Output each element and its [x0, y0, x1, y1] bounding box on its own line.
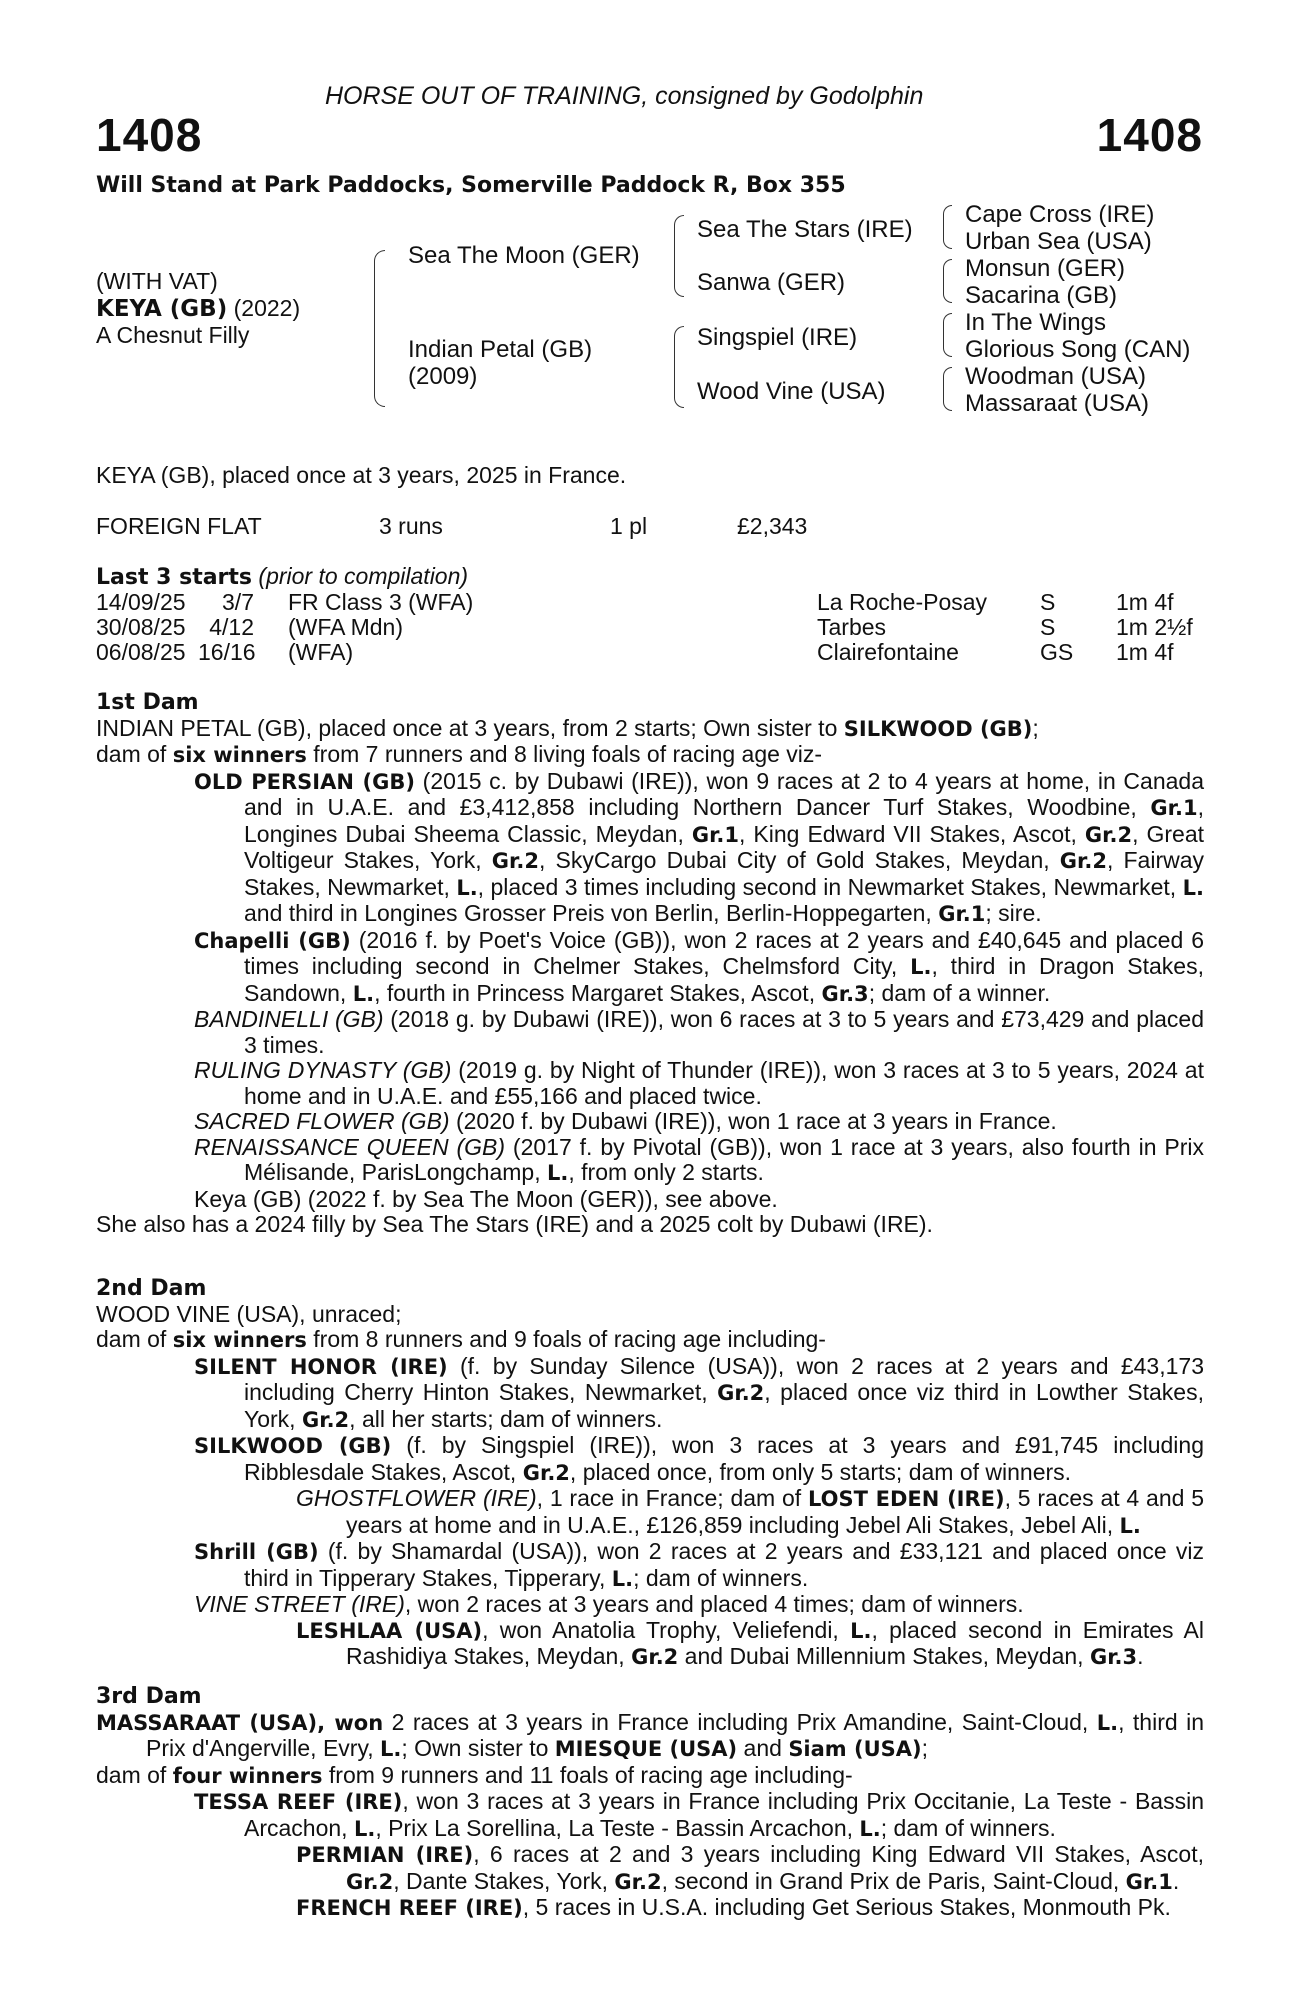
third-dam-heading: 3rd Dam [96, 1684, 202, 1709]
second-dam-heading: 2nd Dam [96, 1276, 207, 1301]
produce-leshlaa: LESHLAA (USA), won Anatolia Trophy, Veliefendi, L., placed second in Emirates Al Rashidiya Stakes, Meydan, Gr.2 and Dubai Millennium Stakes, Meydan, Gr.3. [296, 1616, 1204, 1669]
start-date: 14/09/25 [96, 589, 186, 615]
pedigree-brace-3b [943, 259, 952, 303]
start-going: S [1040, 589, 1056, 615]
pedigree-brace-3a [943, 205, 952, 249]
last-starts-heading: Last 3 starts (prior to compilation) [96, 563, 469, 590]
third-dam-produce-intro: dam of four winners from 9 runners and 11 foals of racing age including- [96, 1761, 853, 1788]
start-date: 06/08/25 [96, 639, 186, 665]
record-placed: 1 pl [610, 513, 648, 539]
start-distance: 1m 4f [1116, 589, 1174, 615]
pedigree-brace-2a [674, 215, 684, 297]
vat-note: (WITH VAT) [96, 268, 218, 294]
first-dam-produce-intro: dam of six winners from 7 runners and 8 living foals of racing age viz- [96, 741, 823, 767]
produce-renaissance-queen: RENAISSANCE QUEEN (GB) (2017 f. by Pivotal (GB)), won 1 race at 3 years, also fourth in Prix Mélisande, ParisLongchamp, L., from only 2 starts. [194, 1133, 1204, 1185]
produce-ruling-dynasty: RULING DYNASTY (GB) (2019 g. by Night of Thunder (IRE)), won 3 races at 3 to 5 years, 2024 at home and in U.A.E. and £55,166 and placed twice. [194, 1057, 1204, 1109]
start-course: Clairefontaine [817, 639, 959, 665]
record-label: FOREIGN FLAT [96, 513, 262, 539]
start-date: 30/08/25 [96, 614, 186, 640]
pedigree-brace-2b [674, 326, 684, 408]
produce-ghostflower: GHOSTFLOWER (IRE), 1 race in France; dam of LOST EDEN (IRE), 5 races at 4 and 5 years at home and in U.A.E., £126,859 including Jebel Ali Stakes, Jebel Ali, L. [296, 1485, 1204, 1538]
start-distance: 1m 4f [1116, 639, 1174, 665]
race-summary: KEYA (GB), placed once at 3 years, 2025 in France. [96, 462, 627, 488]
produce-vine-street: VINE STREET (IRE), won 2 races at 3 years and placed 4 times; dam of winners. [194, 1591, 1024, 1617]
record-runs: 3 runs [379, 513, 443, 539]
pedigree-gen3-4: Wood Vine (USA) [697, 378, 886, 405]
lot-number-right: 1408 [1096, 109, 1203, 161]
start-distance: 1m 2½f [1116, 614, 1193, 640]
third-dam-intro: MASSARAAT (USA), won 2 races at 3 years in France including Prix Amandine, Saint-Cloud, L., third in Prix d'Angerville, Evry, L.; Own sister to MIESQUE (USA) and Siam (USA); [96, 1708, 1204, 1761]
pedigree-gen4-4: Sacarina (GB) [965, 282, 1118, 309]
pedigree-gen3-2: Sanwa (GER) [697, 269, 846, 296]
pedigree-dam: Indian Petal (GB) [408, 336, 593, 363]
pedigree-gen4-2: Urban Sea (USA) [965, 228, 1152, 255]
pedigree-dam-year: (2009) [408, 363, 478, 390]
start-going: S [1040, 614, 1056, 640]
produce-sacred-flower: SACRED FLOWER (GB) (2020 f. by Dubawi (IRE)), won 1 race at 3 years in France. [194, 1108, 1057, 1134]
first-dam-section [96, 690, 1204, 1238]
pedigree-brace-3c [943, 313, 952, 357]
location-line: Will Stand at Park Paddocks, Somerville Paddock R, Box 355 [96, 173, 846, 198]
third-dam-section [96, 1684, 1204, 1922]
start-going: GS [1040, 639, 1074, 665]
first-dam-heading: 1st Dam [96, 690, 199, 715]
lot-number-left: 1408 [96, 109, 203, 161]
second-dam-intro: WOOD VINE (USA), unraced; [96, 1300, 402, 1327]
produce-tessa-reef: TESSA REEF (IRE), won 3 races at 3 years in France including Prix Occitanie, La Teste - Bassin Arcachon, L., Prix La Sorellina, La Teste - Bassin Arcachon, L.; dam of winners. [194, 1788, 1204, 1841]
start-pos: 3/7 [222, 589, 254, 615]
second-dam-section [96, 1276, 1204, 1671]
start-pos: 16/16 [198, 639, 256, 665]
start-pos: 4/12 [209, 614, 254, 640]
record-earnings: £2,343 [737, 513, 808, 539]
first-dam-also: She also has a 2024 filly by Sea The Stars (IRE) and a 2025 colt by Dubawi (IRE). [96, 1211, 933, 1237]
pedigree-gen4-1: Cape Cross (IRE) [965, 201, 1155, 228]
produce-shrill: Shrill (GB) (f. by Shamardal (USA)), won 2 races at 2 years and £33,121 and placed once viz third in Tipperary Stakes, Tipperary, L.; dam of winners. [194, 1538, 1205, 1591]
pedigree-sire: Sea The Moon (GER) [408, 242, 640, 269]
horse-year: (2022) [227, 295, 301, 321]
first-dam-intro: INDIAN PETAL (GB), placed once at 3 years, from 2 starts; Own sister to SILKWOOD (GB); [96, 714, 1039, 741]
consignment-line: HORSE OUT OF TRAINING, consigned by Godolphin [325, 82, 924, 110]
produce-permian: PERMIAN (IRE), 6 races at 2 and 3 years including King Edward VII Stakes, Ascot, Gr.2, Dante Stakes, York, Gr.2, second in Grand Prix de Paris, Saint-Cloud, Gr.1. [296, 1841, 1205, 1894]
produce-chapelli: Chapelli (GB) (2016 f. by Poet's Voice (GB)), won 2 races at 2 years and £40,645 and placed 6 times including second in Chelmer Stakes, Chelmsford City, L., third in Dragon Stakes, Sandown, L., fourth in Princess Margaret Stakes, Ascot, Gr.3; dam of a winner. [194, 926, 1204, 1006]
start-race: (WFA) [288, 639, 354, 665]
pedigree-gen4-7: Woodman (USA) [965, 363, 1146, 390]
pedigree-brace-1 [374, 250, 385, 407]
second-dam-produce-intro: dam of six winners from 8 runners and 9 foals of racing age including- [96, 1326, 826, 1352]
pedigree-brace-3d [943, 367, 952, 411]
pedigree-gen4-8: Massaraat (USA) [965, 390, 1150, 417]
horse-name-line [96, 297, 300, 321]
produce-old-persian: OLD PERSIAN (GB) (2015 c. by Dubawi (IRE)), won 9 races at 2 to 4 years at home, in Canada and in U.A.E. and £3,412,858 including Northern Dancer Turf Stakes, Woodbine, Gr.1, Longines Dubai Sheema Classic, Meydan, Gr.1, King Edward VII Stakes, Ascot, Gr.2, Great Voltigeur Stakes, York, Gr.2, SkyCargo Dubai City of Gold Stakes, Meydan, Gr.2, Fairway Stakes, Newmarket, L., placed 3 times including second in Newmarket Stakes, Newmarket, L. and third in Longines Grosser Preis von Berlin, Berlin-Hoppegarten, Gr.1; sire. [194, 767, 1205, 926]
start-course: La Roche-Posay [817, 589, 988, 615]
produce-french-reef: FRENCH REEF (IRE), 5 races in U.S.A. including Get Serious Stakes, Monmouth Pk. [296, 1894, 1171, 1920]
start-course: Tarbes [817, 614, 887, 640]
pedigree-gen4-5: In The Wings [965, 309, 1106, 336]
pedigree-gen4-6: Glorious Song (CAN) [965, 336, 1191, 363]
produce-silent-honor: SILENT HONOR (IRE) (f. by Sunday Silence (USA)), won 2 races at 2 years and £43,173 including Cherry Hinton Stakes, Newmarket, Gr.2, placed once viz third in Lowther Stakes, York, Gr.2, all her starts; dam of winners. [194, 1352, 1204, 1432]
pedigree-gen3-1: Sea The Stars (IRE) [697, 216, 913, 243]
start-race: (WFA Mdn) [288, 614, 404, 640]
produce-bandinelli: BANDINELLI (GB) (2018 g. by Dubawi (IRE)), won 6 races at 3 to 5 years and £73,429 and placed 3 times. [194, 1006, 1204, 1058]
horse-description: A Chesnut Filly [96, 322, 250, 348]
produce-keya: Keya (GB) (2022 f. by Sea The Moon (GER)), see above. [194, 1185, 778, 1212]
horse-name: KEYA (GB) [96, 296, 228, 322]
pedigree-gen3-3: Singspiel (IRE) [697, 324, 858, 351]
produce-silkwood: SILKWOOD (GB) (f. by Singspiel (IRE)), won 3 races at 3 years and £91,745 including Ribblesdale Stakes, Ascot, Gr.2, placed once, from only 5 starts; dam of winners. [194, 1432, 1204, 1485]
pedigree-gen4-3: Monsun (GER) [965, 255, 1126, 282]
start-race: FR Class 3 (WFA) [288, 589, 474, 615]
